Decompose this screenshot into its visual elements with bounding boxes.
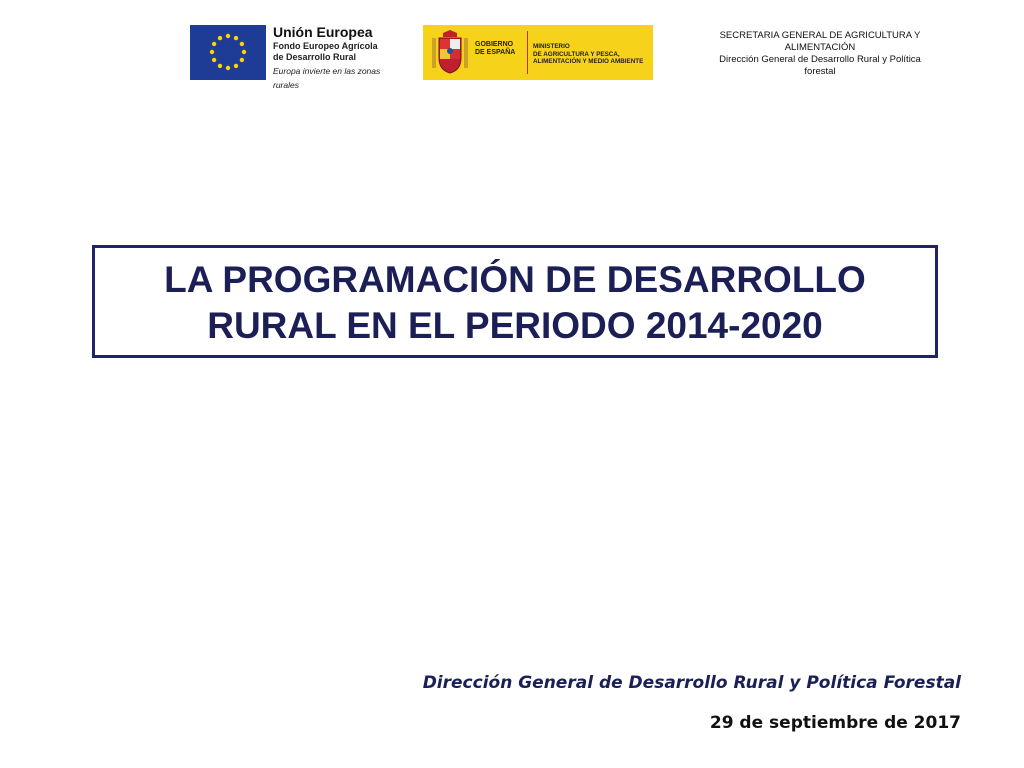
eu-fund-line2: de Desarrollo Rural [273, 52, 357, 62]
eu-fund-line1: Fondo Europeo Agrícola [273, 41, 378, 51]
secretaria-header [700, 30, 940, 78]
gov-line1: GOBIERNO [475, 41, 514, 48]
secretaria-line4: forestal [804, 66, 836, 77]
gobierno-espana-logo [423, 25, 653, 80]
gobierno-divider [527, 31, 528, 74]
eu-title: Unión Europea [273, 24, 373, 40]
secretaria-line2: ALIMENTACIÓN [784, 42, 856, 53]
coat-of-arms-icon [431, 30, 469, 75]
ministry-line3: ALIMENTACIÓN Y MEDIO AMBIENTE [533, 58, 644, 65]
slide-title-line1: LA PROGRAMACIÓN DE DESARROLLO [164, 259, 866, 300]
secretaria-line3: Dirección General de Desarrollo Rural y Política [719, 54, 921, 65]
eu-flag-icon [190, 25, 266, 80]
slide-title-line2: RURAL EN EL PERIODO 2014-2020 [207, 305, 823, 346]
gov-line2: DE ESPAÑA [475, 49, 516, 56]
gobierno-text [475, 41, 525, 57]
eu-feader-logo [190, 23, 400, 90]
footer-directorate: Dirección General de Desarrollo Rural y Política Forestal [422, 673, 961, 693]
ministerio-text [533, 43, 651, 66]
slide-title-box [92, 245, 938, 358]
ministry-line1: MINISTERIO [533, 43, 570, 50]
footer-date: 29 de septiembre de 2017 [709, 713, 961, 733]
eu-motto: Europa invierte en las zonas rurales [273, 66, 381, 90]
ministry-line2: DE AGRICULTURA Y PESCA, [533, 50, 620, 58]
secretaria-line1: SECRETARIA GENERAL DE AGRICULTURA Y [719, 30, 921, 41]
